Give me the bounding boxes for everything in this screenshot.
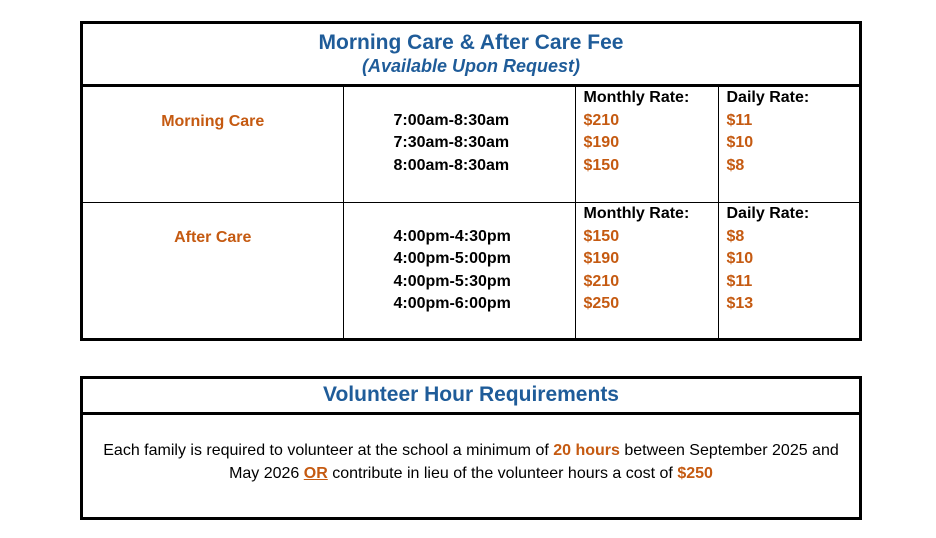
daily-rate-value: $11 <box>726 272 753 290</box>
fee-table-header <box>83 24 859 87</box>
after-care-times-cell <box>343 203 575 340</box>
volunteer-description <box>83 415 859 485</box>
monthly-rate-value: $250 <box>583 295 620 312</box>
care-fee-table <box>80 21 862 341</box>
fee-table-subtitle: (Available Upon Request) <box>361 56 581 76</box>
daily-rate-header: Daily Rate: <box>726 205 810 222</box>
daily-rate-header: Daily Rate: <box>726 89 810 106</box>
daily-rate-value: $8 <box>726 227 745 245</box>
morning-care-label: Morning Care <box>161 113 265 130</box>
time-slot: 8:00am-8:30am <box>393 156 510 174</box>
after-care-monthly-cell <box>575 203 718 340</box>
volunteer-requirements-box <box>80 376 862 520</box>
morning-care-row <box>83 87 859 203</box>
fee-grid <box>83 87 859 339</box>
time-slot: 4:00pm-4:30pm <box>393 227 511 245</box>
after-care-daily-cell <box>718 203 859 340</box>
time-slot: 4:00pm-5:00pm <box>393 250 511 267</box>
morning-care-times-cell <box>343 87 575 203</box>
monthly-rate-value: $190 <box>583 250 620 267</box>
daily-rate-value: $11 <box>726 111 753 129</box>
after-care-label: After Care <box>174 229 252 246</box>
time-slot: 7:30am-8:30am <box>393 134 510 151</box>
volunteer-text-part: between September 2025 and May 2026 <box>229 442 839 482</box>
monthly-rate-value: $210 <box>583 272 620 290</box>
daily-rate-value: $8 <box>726 156 745 174</box>
monthly-rate-value: $150 <box>583 156 620 174</box>
morning-care-monthly-cell <box>575 87 718 203</box>
morning-care-daily-cell <box>718 87 859 203</box>
volunteer-cost: $250 <box>677 465 713 482</box>
after-care-label-cell <box>83 203 343 340</box>
fee-table-title: Morning Care & After Care Fee <box>318 31 624 54</box>
volunteer-title: Volunteer Hour Requirements <box>323 383 619 406</box>
volunteer-text-part: Each family is required to volunteer at the school a minimum of <box>103 442 554 459</box>
monthly-rate-header: Monthly Rate: <box>583 89 690 106</box>
morning-care-label-cell <box>83 87 343 203</box>
monthly-rate-header: Monthly Rate: <box>583 205 690 222</box>
monthly-rate-value: $150 <box>583 227 620 245</box>
volunteer-hours: 20 hours <box>553 442 620 459</box>
daily-rate-value: $10 <box>726 250 754 267</box>
volunteer-text-part: contribute in lieu of the volunteer hours a cost of <box>327 465 678 482</box>
monthly-rate-value: $190 <box>583 134 620 151</box>
time-slot: 7:00am-8:30am <box>393 111 510 129</box>
time-slot: 4:00pm-6:00pm <box>393 295 511 312</box>
volunteer-or: OR <box>303 465 328 482</box>
time-slot: 4:00pm-5:30pm <box>393 272 511 290</box>
volunteer-header <box>83 379 859 415</box>
after-care-row <box>83 203 859 340</box>
monthly-rate-value: $210 <box>583 111 620 129</box>
daily-rate-value: $13 <box>726 295 754 312</box>
daily-rate-value: $10 <box>726 134 754 151</box>
